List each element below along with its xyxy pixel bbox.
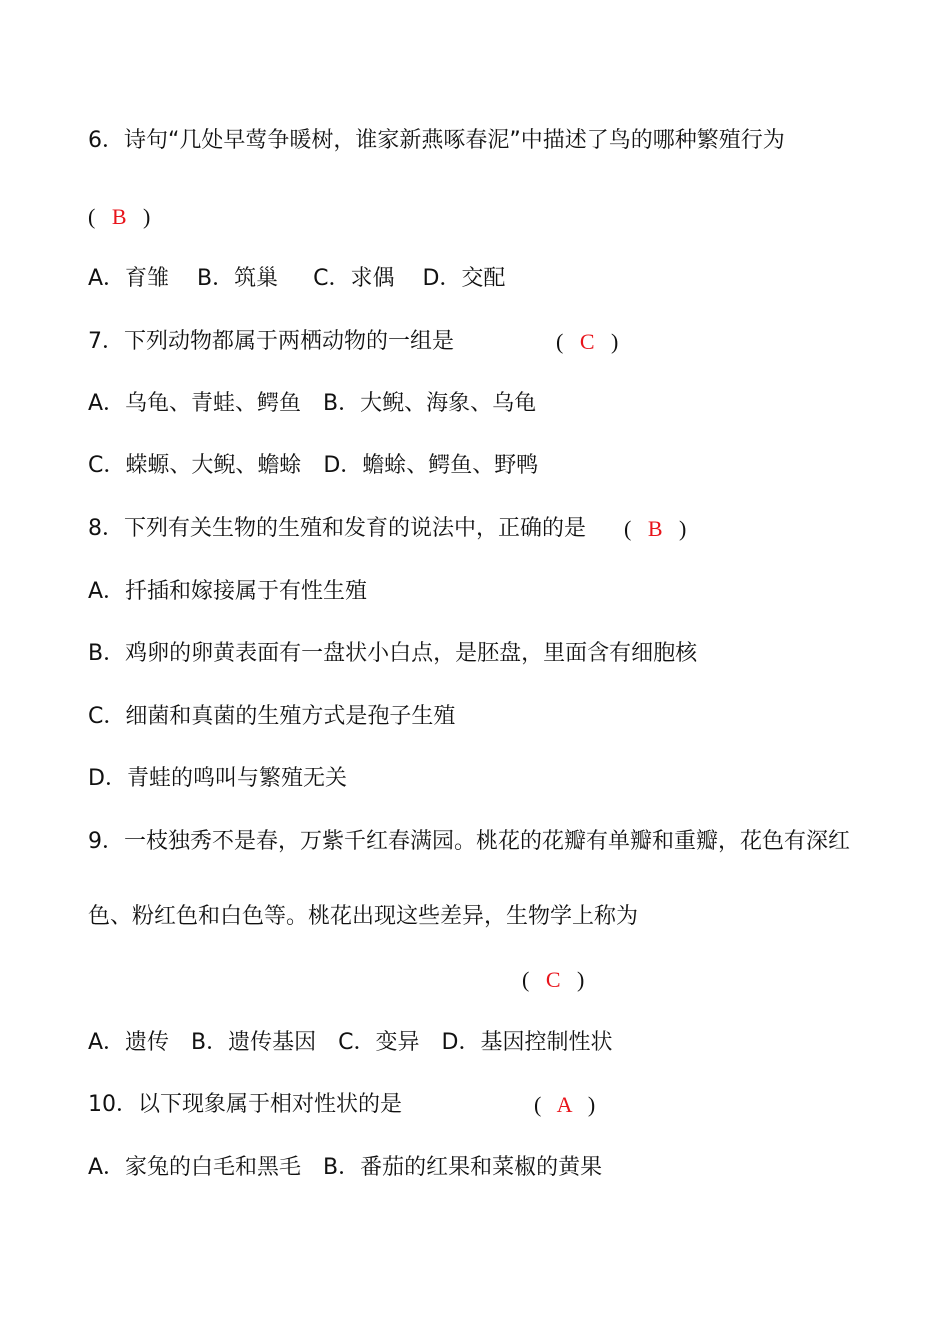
question-6-options bbox=[88, 264, 505, 294]
question-8-stem: 8．下列有关生物的生殖和发育的说法中，正确的是 bbox=[88, 516, 586, 541]
question-9-options: A．遗传 B．遗传基因 C．变异 D．基因控制性状 bbox=[88, 1030, 613, 1055]
question-8-option-d: D．青蛙的鸣叫与繁殖无关 bbox=[88, 766, 347, 791]
question-6-answer: B bbox=[111, 204, 127, 229]
question-10-options: A．家兔的白毛和黑毛 B．番茄的红果和菜椒的黄果 bbox=[88, 1155, 603, 1180]
question-6-stem: 6．诗句“几处早莺争暖树，谁家新燕啄春泥”中描述了鸟的哪种繁殖行为 bbox=[88, 128, 785, 153]
question-9-stem-line-2: 色、粉红色和白色等。桃花出现这些差异，生物学上称为 bbox=[88, 904, 639, 929]
question-9-answer: C bbox=[545, 967, 561, 992]
question-7-answer-paren: ( C ) bbox=[556, 329, 619, 354]
question-10-answer: A bbox=[556, 1092, 572, 1117]
question-7-options-line-2: C．蝾螈、大鲵、蟾蜍 D．蟾蜍、鳄鱼、野鸭 bbox=[88, 453, 539, 478]
question-10-stem: 10．以下现象属于相对性状的是 bbox=[88, 1092, 402, 1117]
question-9-stem-line-1: 9．一枝独秀不是春，万紫千红春满园。桃花的花瓣有单瓣和重瓣，花色有深红 bbox=[88, 829, 850, 854]
question-7-options-line-1: A．乌龟、青蛙、鳄鱼 B．大鲵、海象、乌龟 bbox=[88, 391, 537, 416]
question-8-option-b: B．鸡卵的卵黄表面有一盘状小白点，是胚盘，里面含有细胞核 bbox=[88, 641, 698, 666]
question-10-answer-paren: ( A ) bbox=[534, 1092, 596, 1117]
option-c: C．求偶 bbox=[313, 266, 395, 291]
question-8-option-c: C．细菌和真菌的生殖方式是孢子生殖 bbox=[88, 704, 456, 729]
question-8-answer-paren: ( B ) bbox=[624, 516, 687, 541]
option-d: D．交配 bbox=[422, 266, 506, 291]
question-8-answer: B bbox=[647, 516, 663, 541]
question-6-answer-paren: ( B ) bbox=[88, 204, 151, 229]
option-b: B．筑巢 bbox=[197, 266, 279, 291]
question-7-stem: 7．下列动物都属于两栖动物的一组是 bbox=[88, 329, 454, 354]
option-a: A．育雏 bbox=[88, 266, 170, 291]
question-7-answer: C bbox=[579, 329, 595, 354]
question-8-option-a: A．扦插和嫁接属于有性生殖 bbox=[88, 579, 368, 604]
question-9-answer-paren: ( C ) bbox=[522, 967, 585, 992]
